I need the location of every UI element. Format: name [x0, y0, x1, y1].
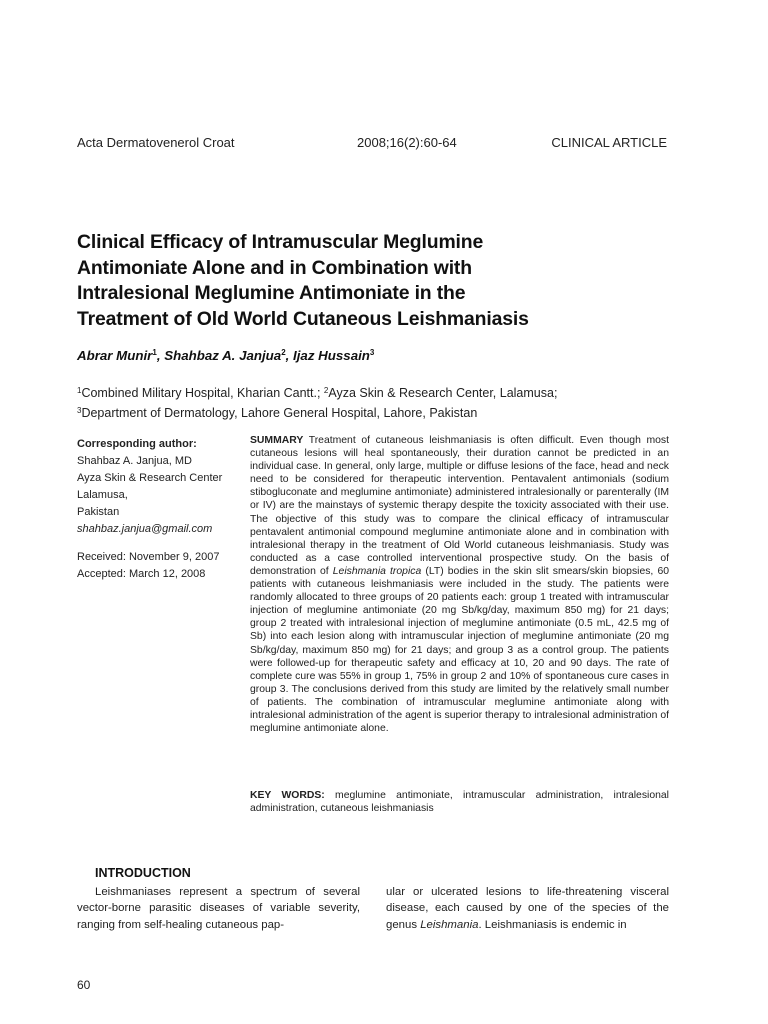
correspondence-label: Corresponding author:	[77, 438, 197, 450]
introduction-left-column	[77, 884, 360, 933]
affiliation-text: Ayza Skin & Research Center, Lalamusa;	[328, 386, 558, 400]
correspondence-city: Lalamusa,	[77, 489, 128, 501]
correspondence-email[interactable]: shahbaz.janjua@gmail.com	[77, 523, 213, 535]
page-number: 60	[77, 978, 91, 992]
keywords-text: meglumine antimoniate, intramuscular administration, intralesional administration, cutaneous leishmaniasis	[250, 790, 669, 815]
author-affiliation-mark: 1	[152, 348, 157, 357]
abstract-summary	[250, 434, 669, 735]
spacer	[77, 538, 247, 549]
journal-issue: 2008;16(2):60-64	[357, 135, 457, 150]
title-line: Clinical Efficacy of Intramuscular Meglumine	[77, 231, 484, 253]
summary-text: (LT) bodies in the skin slit smears/skin biopsies, 60 patients with cutaneous leishmaniasis were included in the study. The patients were randomly allocated to three groups of 20 patients each: group 1 treated with intramuscular injection of meglumine antimoniate (20 mg Sb/kg/day, maximum 850 mg) for 21 days; group 2 treated with intralesional injection of meglumine antimoniate (0.5 mL, 42.5 mg of Sb) into each lesion along with intramuscular injection of meglumine antimoniate (20 mg Sb/kg/day, maximum 850 mg) for 21 days; and group 3 as a control group. The patients were followed-up for therapeutic safety and efficacy at 10, 20 and 90 days. The rate of complete cure was 55% in group 1, 75% in group 2 and 10% of spontaneous cure cases in group 3. The conclusions derived from this study are limited by the relatively small number of patients. The combination of intramuscular meglumine antimoniate along with intralesional administration of the agent is superior therapy to intralesional administration of meglumine antimoniate alone.	[250, 565, 669, 735]
summary-italic-term: Leishmania tropica	[332, 565, 422, 577]
affiliations	[77, 382, 697, 422]
author-separator: ,	[156, 348, 165, 363]
author-name: Abrar Munir	[77, 348, 153, 363]
author-name: Shahbaz A. Janjua	[164, 348, 282, 363]
introduction-text: ular or ulcerated lesions to life-threatening visceral disease, each caused by one of the species of the genus	[386, 886, 669, 931]
introduction-italic-term: Leishmania	[420, 918, 479, 931]
keywords	[250, 789, 669, 815]
title-line: Intralesional Meglumine Antimoniate in the	[77, 282, 466, 304]
correspondence-country: Pakistan	[77, 506, 120, 518]
affiliation-mark: 3	[77, 406, 82, 415]
affiliation-text: Combined Military Hospital, Kharian Cantt.;	[81, 386, 324, 400]
article-type: CLINICAL ARTICLE	[551, 135, 667, 150]
summary-text: Treatment of cutaneous leishmaniasis is often difficult. Even though most cutaneous lesions will heal spontaneously, their duration cannot be predicted in an individual case. In general, only large, multiple or diffuse lesions of the face, head and neck need to be considered for therapeutic intervention. Pentavalent antimonials (sodium stibogluconate and meglumine antimoniate) administered intralesionally or parenterally (IM or IV) are the mainstays of systemic therapy despite the toxicity associated with their use. The objective of this study was to compare the clinical efficacy of intramuscular pentavalent antimonial compound meglumine antimoniate alone and in combination with intralesional therapy in the treatment of Old World cutaneous leishmaniasis. Study was conducted as a case controlled interventional prospective study. On the basis of demonstration of	[250, 435, 669, 577]
title-line: Antimoniate Alone and in Combination with	[77, 256, 472, 279]
journal-name: Acta Dermatovenerol Croat	[77, 135, 235, 150]
affiliation-line	[77, 382, 697, 402]
introduction-text: . Leishmaniasis is endemic in	[478, 918, 627, 931]
author-separator: ,	[285, 348, 294, 363]
article-title	[77, 230, 677, 332]
summary-label: SUMMARY	[250, 435, 304, 446]
affiliation-mark: 2	[323, 386, 329, 395]
running-head	[77, 135, 667, 153]
correspondence-name: Shahbaz A. Janjua, MD	[77, 455, 192, 467]
title-line: Treatment of Old World Cutaneous Leishmaniasis	[77, 307, 529, 330]
keywords-label: KEY WORDS:	[250, 790, 325, 801]
author-list	[77, 348, 677, 363]
correspondence-box	[77, 436, 247, 583]
affiliation-mark: 1	[77, 386, 82, 395]
introduction-heading: INTRODUCTION	[95, 866, 191, 880]
affiliation-line	[77, 402, 697, 422]
introduction-paragraph: Leishmaniases represent a spectrum of several vector-borne parasitic diseases of variable severity, ranging from self-healing cutaneous pap-	[77, 886, 360, 931]
author-affiliation-mark: 2	[281, 348, 286, 357]
received-date: Received: November 9, 2007	[77, 551, 220, 563]
introduction-right-column	[386, 884, 669, 933]
accepted-date: Accepted: March 12, 2008	[77, 568, 206, 580]
author-name: Ijaz Hussain	[293, 348, 370, 363]
correspondence-institution: Ayza Skin & Research Center	[77, 472, 223, 484]
affiliation-text: Department of Dermatology, Lahore General Hospital, Lahore, Pakistan	[81, 406, 478, 420]
author-affiliation-mark: 3	[369, 348, 375, 357]
